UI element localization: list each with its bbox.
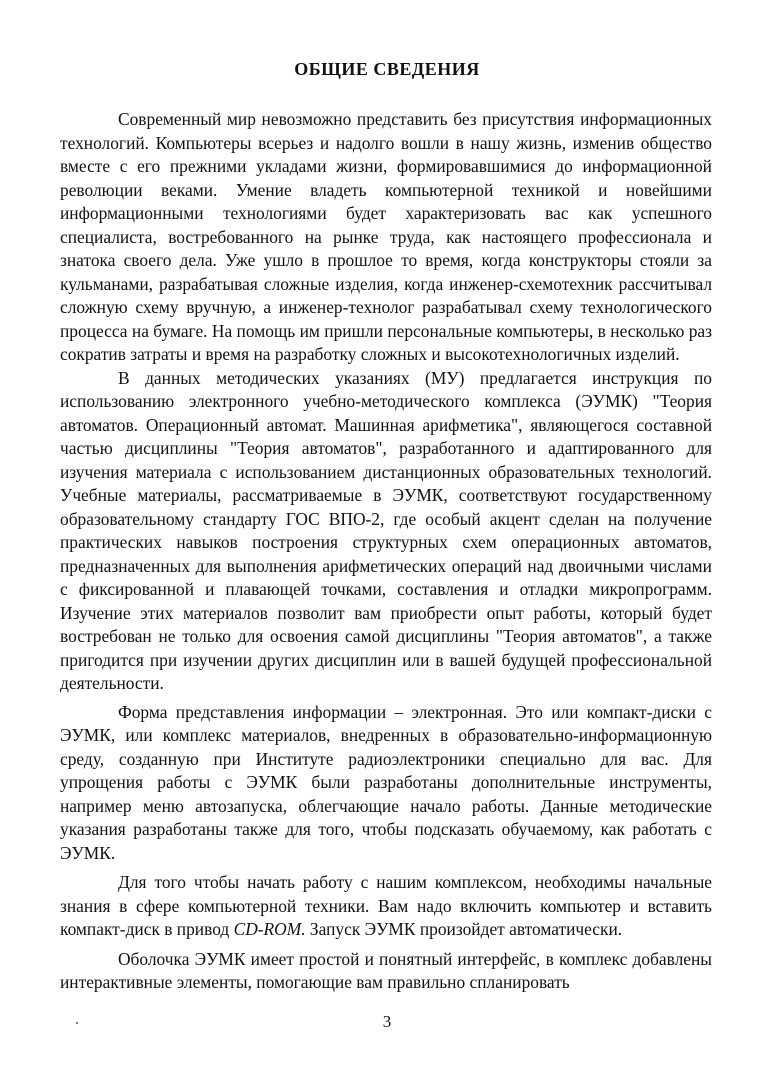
cd-rom-term: CD-ROM. (233, 919, 306, 939)
paragraph-shell: Оболочка ЭУМК имеет простой и понятный интерфейс, в комплекс добавлены интерактивные элементы, помогающие вам правильно спланировать (60, 948, 712, 992)
section-title: ОБЩИЕ СВЕДЕНИЯ (294, 59, 480, 79)
paragraph-start (60, 871, 712, 942)
body-text (60, 108, 712, 995)
paragraph-intro: Современный мир невозможно представить без присутствия информационных технологий. Компьютеры всерьез и надолго вошли в нашу жизнь, изменив общество вместе с его прежними укладами жизни, формировавшимися до информационной революции веками. Умение владеть компьютерной техникой и новейшими информационными технологиями будет характеризовать вас как успешного специалиста, востребованного на рынке труда, как настоящего профессионала и знатока своего дела. Уже ушло в прошлое то время, когда конструкторы стояли за кульманами, разрабатывая сложные изделия, когда инженер-схемотехник рассчитывал сложную схему вручную, а инженер-технолог разрабатывал схему технологического процесса на бумаге. На помощь им пришли персональные компьютеры, в несколько раз сократив затраты и время на разработку сложных и высокотехнологичных изделий. (60, 109, 712, 364)
paragraph-start-tail: Запуск ЭУМК произойдет автоматически. (305, 919, 623, 939)
paragraph-start-text: Для того чтобы начать работу с нашим комплексом, необходимы начальные знания в сфере компьютерной техники. Вам надо включить компьютер и вставить компакт-диск в привод (60, 872, 712, 939)
page-number: 3 (382, 1012, 392, 1031)
paragraph-format: Форма представления информации – электронная. Это или компакт-диски с ЭУМК, или комплекс материалов, внедренных в образовательно-информационную среду, созданную при Институте радиоэлектроники специально для вас. Для упрощения работы с ЭУМК были разработаны дополнительные инструменты, например меню автозапуска, облегчающие начало работы. Данные методические указания разработаны также для того, чтобы подсказать обучаемому, как работать с ЭУМК. (60, 701, 712, 863)
paragraph-guidelines: В данных методических указаниях (МУ) предлагается инструкция по использованию электронного учебно-методического комплекса (ЭУМК) "Теория автоматов. Операционный автомат. Машинная арифметика", являющегося составной частью дисциплины "Теория автоматов", разработанного и адаптированного для изучения материала с использованием дистанционных образовательных технологий. Учебные материалы, рассматриваемые в ЭУМК, соответствуют государственному образовательному стандарту ГОС ВПО-2, где особый акцент сделан на получение практических навыков построения структурных схем операционных автоматов, предназначенных для выполнения арифметических операций над двоичными числами с фиксированной и плавающей точками, составления и отладки микропрограмм. Изучение этих материалов позволит вам приобрести опыт работы, который будет востребован не только для освоения самой дисциплины "Теория автоматов", а также пригодится при изучении других дисциплин или в вашей будущей профессиональной деятельности. (60, 367, 712, 693)
